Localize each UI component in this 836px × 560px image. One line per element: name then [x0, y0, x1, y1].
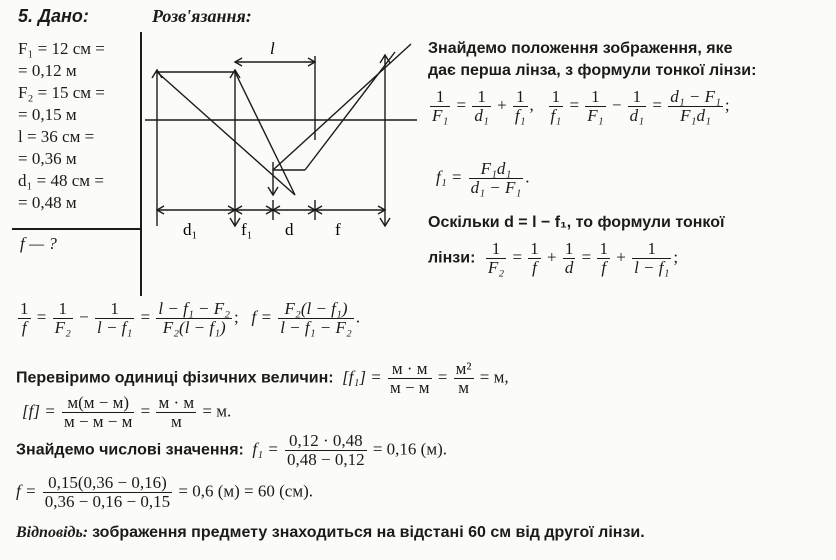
- lens-equation-2: лінзи: $\frac{1}{\text{F₂}}$ = $\frac{1}{f}$ + $\frac{1}{d}$ = $\frac{1}{f}$ + $\frac{1}{\text{l − f₁}}$ ;: [428, 239, 679, 277]
- given-line: d₁ = 48 см =: [18, 171, 104, 190]
- label-d1: d₁: [183, 220, 198, 239]
- ray-second-lens-1: [273, 44, 411, 170]
- solution-label: Розв'язання:: [152, 6, 252, 26]
- given-line: F₂ = 15 см =: [18, 83, 105, 102]
- optics-diagram: [145, 30, 420, 245]
- label-d: d: [285, 220, 294, 239]
- given-vertical-rule: [140, 32, 142, 296]
- given-line: = 0,48 м: [18, 193, 77, 212]
- paragraph-line: Знайдемо положення зображення, яке: [428, 40, 733, 57]
- given-line: = 0,36 м: [18, 149, 77, 168]
- given-line: = 0,12 м: [18, 61, 77, 80]
- units-check-2: [f] = $\frac{м(м - м)}{м - м - м}$ = $\frac{м \cdot м}{м}$ = м.: [22, 393, 232, 431]
- answer: Відповідь: зображення предмету знаходиться на відстані 60 см від другої лінзи.: [16, 524, 645, 541]
- label-l: l: [270, 39, 275, 58]
- equation-f1: f₁ = $\frac{\text{F₁d₁}}{\text{d₁ − F₁}}$ .: [436, 159, 530, 197]
- given-line: = 0,15 м: [18, 105, 77, 124]
- numeric-f1: Знайдемо числові значення: f₁ = $\frac{0,12 \cdot 0,48}{0,48 - 0,12}$ = 0,16 (м).: [16, 431, 448, 469]
- equation-f: $\frac{1}{f}$ = $\frac{1}{\text{F₂}}$ − $\frac{1}{\text{l − f₁}}$ = $\frac{\text{l − f₁ − F₂}}{\text{F₂(l − f₁)}}$ ; f = $\frac{\text{F₂(l − f₁)}}{\text{l − f₁ − F₂}}$ .: [20, 299, 361, 337]
- paragraph-line: Оскільки d = l − f₁, то формули тонкої: [428, 214, 725, 231]
- given-label: Дано:: [38, 6, 89, 26]
- ray-refracted: [235, 72, 295, 195]
- units-check-1: Перевіримо одиниці фізичних величин: [f₁] = $\frac{м \cdot м}{м - м}$ = $\frac{\text{м²}}{м}$ = м,: [16, 359, 509, 397]
- ray-second-lens-2b: [305, 52, 395, 170]
- label-f: f: [335, 220, 341, 239]
- problem-number: 5.: [18, 6, 34, 26]
- given-line: F₁ = 12 см =: [18, 39, 105, 58]
- label-f1: f₁: [241, 220, 253, 239]
- ray-center: [157, 72, 295, 195]
- numeric-f: f = $\frac{0,15(0,36 - 0,16)}{0,36 - 0,16 - 0,15}$ = 0,6 (м) = 60 (см).: [16, 473, 314, 511]
- paragraph-line: дає перша лінза, з формули тонкої лінзи:: [428, 62, 757, 79]
- given-block: [18, 38, 105, 214]
- given-divider: [12, 228, 140, 230]
- given-line: l = 36 см =: [18, 127, 95, 146]
- lens-equation-1: $\frac{1}{\text{F₁}}$ = $\frac{1}{\text{d₁}}$ + $\frac{1}{\text{f₁}}$ , $\frac{1}{\text{f₁}}$ = $\frac{1}{\text{F₁}}$ − $\frac{1}{\text{d₁}}$ = $\frac{\text{d₁ − F₁}}{\text{F₁d₁}}$ ;: [432, 87, 730, 125]
- find-quantity: f — ?: [20, 234, 57, 253]
- problem-number-given: [18, 6, 89, 27]
